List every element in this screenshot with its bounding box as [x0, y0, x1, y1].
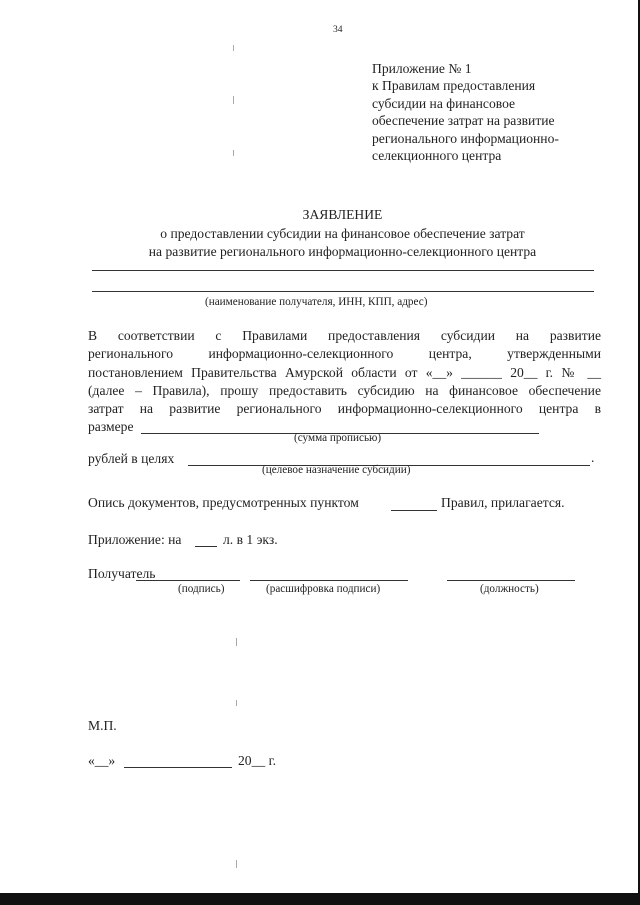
- sum-caption: (сумма прописью): [294, 432, 382, 444]
- appendix-line: к Правилам предоставления: [372, 78, 536, 94]
- document-subtitle: на развитие регионального информационно-селекционного центра: [148, 244, 537, 259]
- date-year: 20__ г.: [238, 753, 277, 768]
- recipient-field-line[interactable]: [92, 270, 594, 271]
- attachment-sheets-line[interactable]: [195, 546, 217, 547]
- scan-edge-bottom: [0, 893, 640, 905]
- goals-label: рублей в целях: [88, 451, 175, 466]
- body-line: регионального информационно-селекционного центра, утвержденными: [88, 346, 601, 361]
- appendix-line: субсидии на финансовое: [372, 95, 516, 111]
- inventory-point-line[interactable]: [391, 510, 437, 511]
- signature-decoding-caption: (расшифровка подписи): [266, 583, 381, 595]
- scan-artifact: [236, 700, 237, 706]
- scan-artifact: [233, 45, 234, 51]
- scan-artifact: [236, 638, 237, 646]
- inventory-text-before: Опись документов, предусмотренных пунктом: [88, 495, 359, 510]
- page-number: 34: [333, 24, 343, 35]
- signature-decoding-line[interactable]: [250, 580, 408, 581]
- scan-artifact: [233, 96, 234, 104]
- scan-artifact: [233, 150, 234, 156]
- appendix-line: регионального информационно-: [372, 130, 559, 146]
- inventory-text-after: Правил, прилагается.: [441, 495, 565, 510]
- recipient-field-line[interactable]: [92, 291, 594, 292]
- body-line: постановлением Правительства Амурской области от «__» ______ 20__ г. № __: [88, 365, 601, 380]
- body-line: затрат на развитие регионального информационно-селекционного центра в: [88, 401, 601, 416]
- sum-label: размере: [88, 419, 134, 434]
- scan-artifact: [236, 860, 237, 868]
- body-line: В соответствии с Правилами предоставления субсидии на развитие: [88, 328, 601, 343]
- appendix-block: [372, 60, 559, 164]
- attachment-text-after: л. в 1 экз.: [223, 532, 278, 547]
- signature-line[interactable]: [136, 580, 240, 581]
- attachment-text-before: Приложение: на: [88, 532, 182, 547]
- document-title: ЗАЯВЛЕНИЕ: [302, 207, 383, 222]
- stamp-label: М.П.: [88, 718, 117, 733]
- document-subtitle: о предоставлении субсидии на финансовое обеспечение затрат: [160, 226, 525, 241]
- date-month-line[interactable]: [124, 767, 232, 768]
- body-line: (далее – Правила), прошу предоставить субсидию на финансовое обеспечение: [88, 383, 601, 398]
- appendix-line: селекционного центра: [372, 148, 502, 164]
- date-day: «__»: [88, 753, 116, 768]
- position-line[interactable]: [447, 580, 575, 581]
- appendix-line: Приложение № 1: [372, 61, 472, 76]
- goals-caption: (целевое назначение субсидии): [262, 464, 411, 476]
- appendix-line: обеспечение затрат на развитие: [372, 113, 555, 129]
- signature-caption: (подпись): [178, 583, 225, 595]
- goals-end: .: [591, 450, 595, 465]
- position-caption: (должность): [480, 583, 539, 595]
- recipient-caption: (наименование получателя, ИНН, КПП, адрес): [205, 296, 428, 308]
- recipient-label: Получатель: [88, 566, 156, 581]
